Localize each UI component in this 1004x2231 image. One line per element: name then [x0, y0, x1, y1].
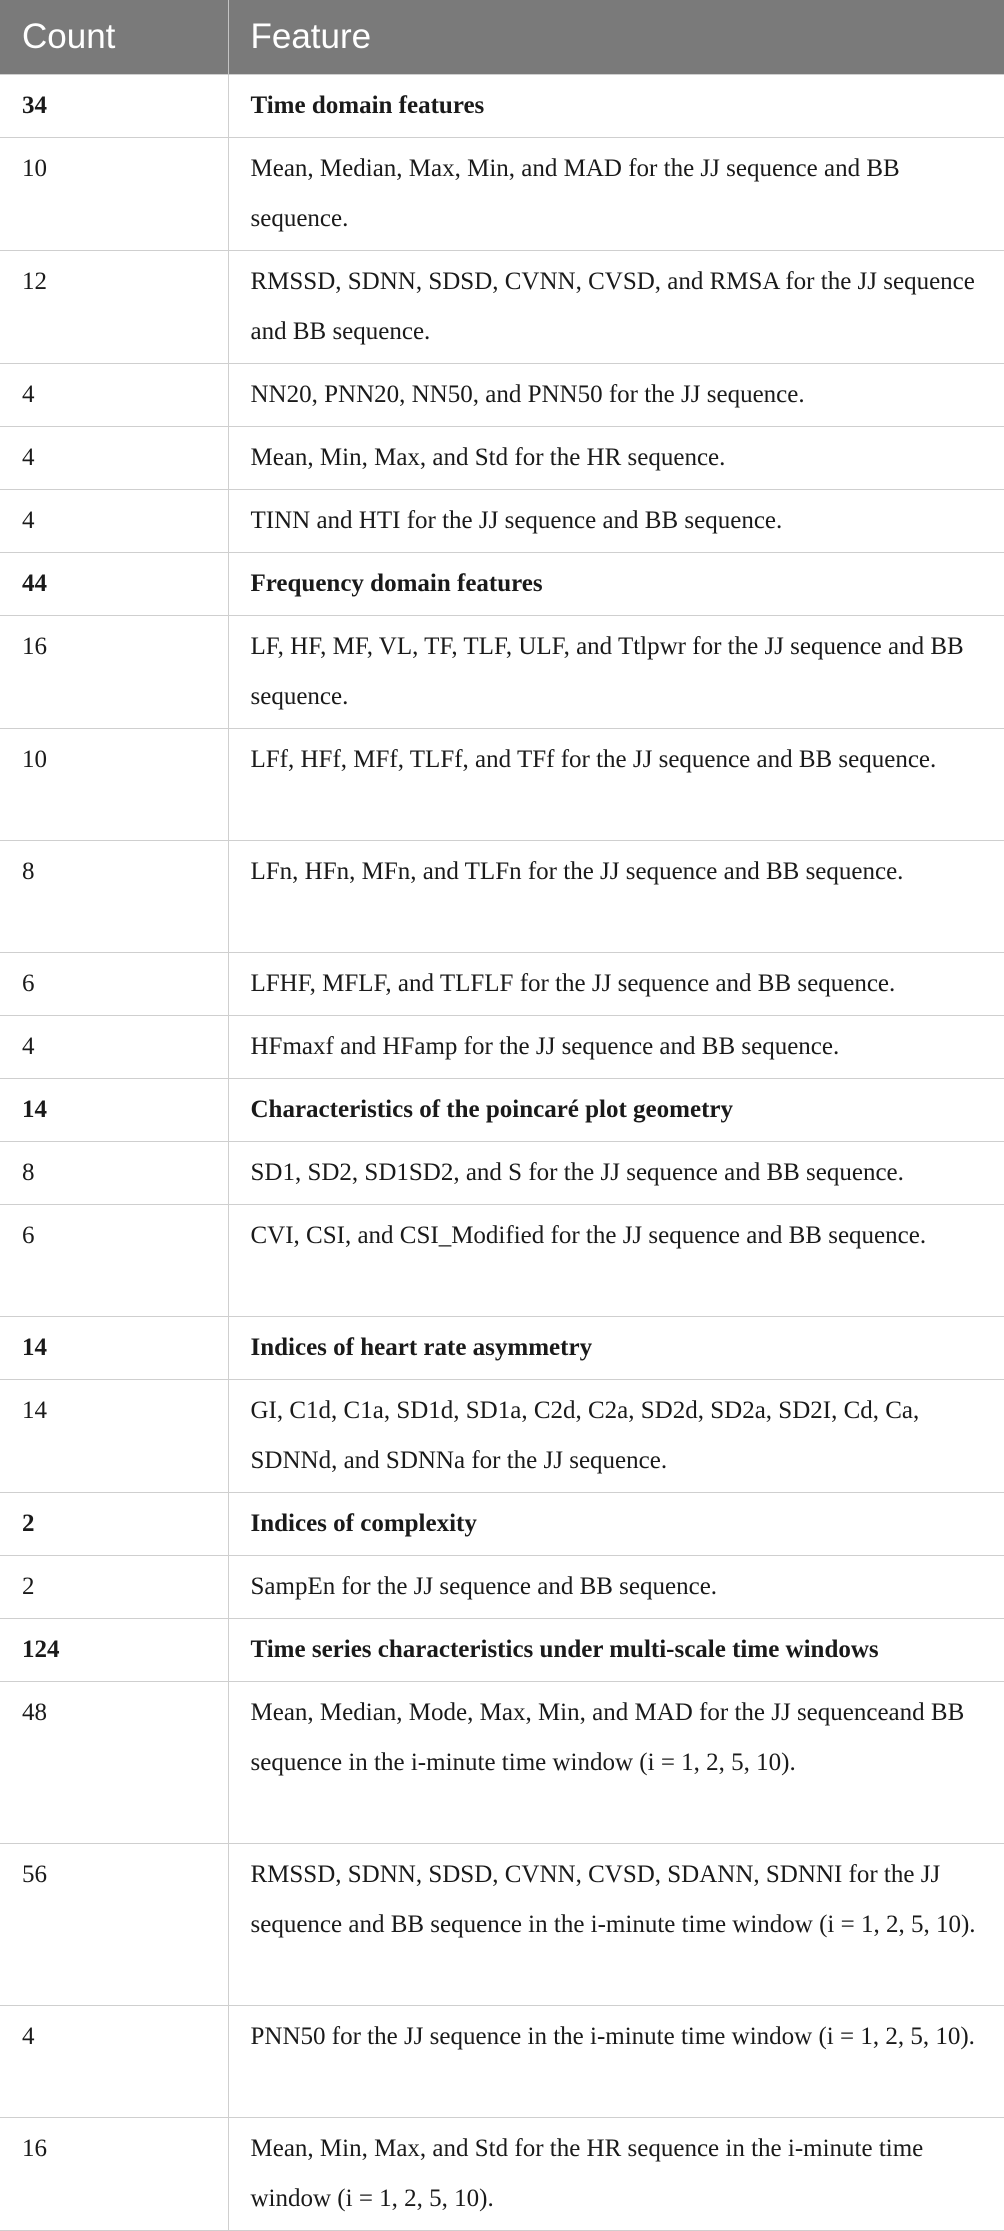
table-row — [0, 952, 1004, 1015]
count-cell: 4 — [0, 1015, 228, 1078]
feature-cell: SD1, SD2, SD1SD2, and S for the JJ sequence and BB sequence. — [228, 1141, 1004, 1204]
table-row — [0, 840, 1004, 952]
feature-cell: Mean, Min, Max, and Std for the HR sequence in the i-minute time window (i = 1, 2, 5, 10). — [228, 2117, 1004, 2230]
section-row — [0, 1492, 1004, 1555]
table-row — [0, 1204, 1004, 1316]
feature-cell: Indices of heart rate asymmetry — [228, 1316, 1004, 1379]
table-row — [0, 489, 1004, 552]
count-cell: 4 — [0, 2005, 228, 2117]
count-cell: 14 — [0, 1078, 228, 1141]
feature-cell: LFHF, MFLF, and TLFLF for the JJ sequence and BB sequence. — [228, 952, 1004, 1015]
table-row — [0, 137, 1004, 250]
header-feature: Feature — [228, 0, 1004, 74]
count-cell: 2 — [0, 1492, 228, 1555]
feature-cell: LFn, HFn, MFn, and TLFn for the JJ sequence and BB sequence. — [228, 840, 1004, 952]
count-cell: 16 — [0, 615, 228, 728]
section-row — [0, 552, 1004, 615]
count-cell: 6 — [0, 1204, 228, 1316]
feature-cell: Mean, Median, Mode, Max, Min, and MAD for the JJ sequenceand BB sequence in the i-minute time window (i = 1, 2, 5, 10). — [228, 1681, 1004, 1843]
feature-cell: CVI, CSI, and CSI_Modified for the JJ sequence and BB sequence. — [228, 1204, 1004, 1316]
count-cell: 16 — [0, 2117, 228, 2230]
count-cell: 6 — [0, 952, 228, 1015]
table-row — [0, 1555, 1004, 1618]
feature-cell: Mean, Median, Max, Min, and MAD for the JJ sequence and BB sequence. — [228, 137, 1004, 250]
count-cell: 34 — [0, 74, 228, 137]
feature-cell: PNN50 for the JJ sequence in the i-minute time window (i = 1, 2, 5, 10). — [228, 2005, 1004, 2117]
section-row — [0, 74, 1004, 137]
count-cell: 56 — [0, 1843, 228, 2005]
count-cell: 2 — [0, 1555, 228, 1618]
count-cell: 14 — [0, 1316, 228, 1379]
table-row — [0, 728, 1004, 840]
table-row — [0, 426, 1004, 489]
feature-cell: RMSSD, SDNN, SDSD, CVNN, CVSD, and RMSA for the JJ sequence and BB sequence. — [228, 250, 1004, 363]
table-row — [0, 1843, 1004, 2005]
count-cell: 4 — [0, 489, 228, 552]
feature-cell: RMSSD, SDNN, SDSD, CVNN, CVSD, SDANN, SDNNI for the JJ sequence and BB sequence in the i-minute time window (i = 1, 2, 5, 10). — [228, 1843, 1004, 2005]
count-cell: 4 — [0, 363, 228, 426]
count-cell: 14 — [0, 1379, 228, 1492]
section-row — [0, 1618, 1004, 1681]
feature-cell: Characteristics of the poincaré plot geometry — [228, 1078, 1004, 1141]
table-row — [0, 615, 1004, 728]
count-cell: 8 — [0, 840, 228, 952]
count-cell: 4 — [0, 426, 228, 489]
feature-cell: LFf, HFf, MFf, TLFf, and TFf for the JJ sequence and BB sequence. — [228, 728, 1004, 840]
feature-cell: SampEn for the JJ sequence and BB sequence. — [228, 1555, 1004, 1618]
section-row — [0, 1078, 1004, 1141]
feature-cell: Indices of complexity — [228, 1492, 1004, 1555]
feature-cell: LF, HF, MF, VL, TF, TLF, ULF, and Ttlpwr for the JJ sequence and BB sequence. — [228, 615, 1004, 728]
table-header-row — [0, 0, 1004, 74]
count-cell: 44 — [0, 552, 228, 615]
table-row — [0, 250, 1004, 363]
table-row — [0, 1015, 1004, 1078]
count-cell: 10 — [0, 137, 228, 250]
feature-cell: GI, C1d, C1a, SD1d, SD1a, C2d, C2a, SD2d, SD2a, SD2I, Cd, Ca, SDNNd, and SDNNa for the JJ sequence. — [228, 1379, 1004, 1492]
count-cell: 10 — [0, 728, 228, 840]
section-row — [0, 1316, 1004, 1379]
count-cell: 124 — [0, 1618, 228, 1681]
table-row — [0, 1141, 1004, 1204]
feature-cell: Time series characteristics under multi-scale time windows — [228, 1618, 1004, 1681]
table-row — [0, 2117, 1004, 2230]
feature-cell: Time domain features — [228, 74, 1004, 137]
feature-cell: NN20, PNN20, NN50, and PNN50 for the JJ sequence. — [228, 363, 1004, 426]
feature-cell: Mean, Min, Max, and Std for the HR sequence. — [228, 426, 1004, 489]
table-row — [0, 363, 1004, 426]
feature-cell: Frequency domain features — [228, 552, 1004, 615]
table-row — [0, 1681, 1004, 1843]
feature-cell: TINN and HTI for the JJ sequence and BB sequence. — [228, 489, 1004, 552]
count-cell: 48 — [0, 1681, 228, 1843]
count-cell: 12 — [0, 250, 228, 363]
table-row — [0, 2005, 1004, 2117]
count-cell: 8 — [0, 1141, 228, 1204]
header-count: Count — [22, 16, 116, 56]
feature-cell: HFmaxf and HFamp for the JJ sequence and BB sequence. — [228, 1015, 1004, 1078]
table-row — [0, 1379, 1004, 1492]
